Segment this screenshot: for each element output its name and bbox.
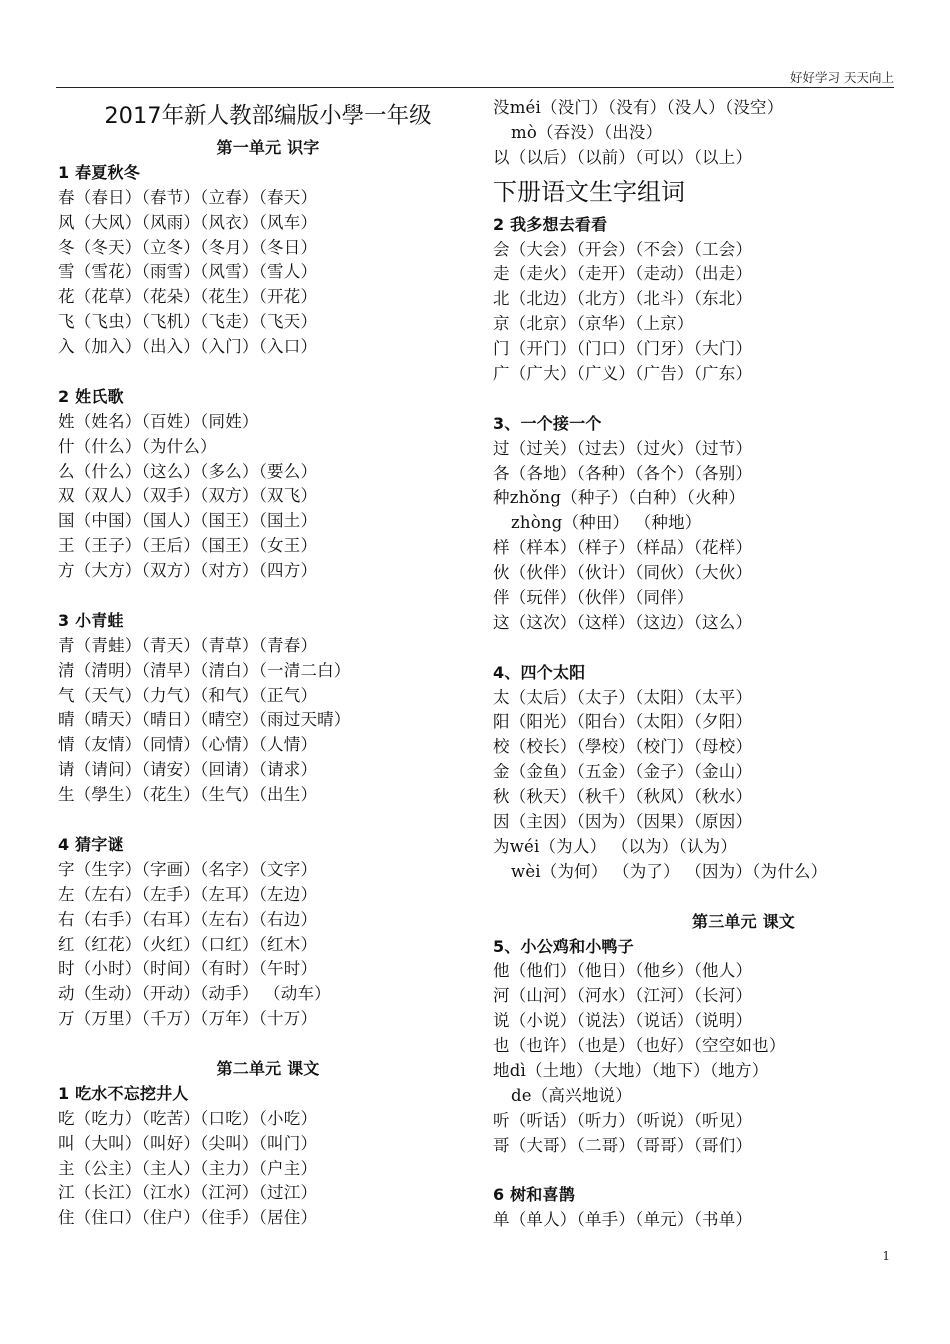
- unit1-title: 第一单元 识字: [216, 138, 320, 157]
- header-rule: [56, 87, 894, 88]
- word-line: 秋（秋天）（秋千）（秋风）（秋水）: [493, 787, 753, 807]
- word-line: 地dì（土地）（大地）（地下）（地方）: [493, 1060, 769, 1080]
- spacer: [493, 885, 913, 910]
- word-line: 广（广大）（广义）（广告）（广东）: [493, 364, 753, 384]
- word-line: 动（生动）（开动）（动手） （动车）: [58, 984, 331, 1004]
- word-line: 右（右手）（右耳）（左右）（右边）: [58, 909, 318, 929]
- word-line: 也（也许）（也是）（也好）（空空如也）: [493, 1036, 786, 1056]
- word-list: [493, 437, 913, 512]
- word-line: 冬（冬天）（立冬）（冬月）（冬日）: [58, 237, 318, 257]
- word-line: 飞（飞虫）（飞机）（飞走）（飞天）: [58, 312, 318, 332]
- left-column: [58, 96, 478, 1231]
- word-line: 因（主因）（因为）（因果）（原因）: [493, 812, 753, 832]
- lesson-title: 2 我多想去看看: [493, 214, 608, 234]
- spacer: [58, 360, 478, 385]
- word-line: 入（加入）（出入）（入门）（入口）: [58, 337, 318, 357]
- word-line: 雪（雪花）（雨雪）（风雪）（雪人）: [58, 262, 318, 282]
- word-line: 河（山河）（河水）（江河）（长河）: [493, 986, 753, 1006]
- word-line: 江（长江）（江水）（江河）（过江）: [58, 1183, 318, 1203]
- word-line: 字（生字）（字画）（名字）（文字）: [58, 859, 318, 879]
- word-line: 叫（大叫）（叫好）（尖叫）（叫门）: [58, 1133, 318, 1153]
- spacer: [493, 1159, 913, 1184]
- lesson-title: 6 树和喜鹊: [493, 1185, 575, 1205]
- word-list: [493, 686, 913, 860]
- word-line: 走（走火）（走开）（走动）（出走）: [493, 264, 753, 284]
- word-list: [58, 858, 478, 1032]
- word-line: 阳（阳光）（阳台）（太阳）（夕阳）: [493, 712, 753, 732]
- word-list: [58, 1107, 478, 1231]
- word-list: [493, 1208, 913, 1233]
- lesson-title: 3、一个接一个: [493, 413, 602, 433]
- spacer: [58, 1032, 478, 1057]
- word-line-indent: wèi（为何） （为了） （因为）（为什么）: [511, 861, 828, 881]
- word-line: 太（太后）（太子）（太阳）（太平）: [493, 687, 753, 707]
- word-list: [58, 186, 478, 360]
- page-number: 1: [882, 1249, 890, 1263]
- word-line: 时（小时）（时间）（有时）（午时）: [58, 959, 318, 979]
- word-line: 种zhǒng（种子）（白种）（火种）: [493, 488, 746, 508]
- word-line: 左（左右）（左手）（左耳）（左边）: [58, 884, 318, 904]
- word-list: [58, 410, 478, 584]
- unit2-title: 第二单元 课文: [216, 1058, 320, 1078]
- word-line: 他（他们）（他日）（他乡）（他人）: [493, 961, 753, 981]
- word-line: 京（北京）（京华）（上京）: [493, 314, 694, 334]
- header-motto: 好好学习 天天向上: [790, 70, 894, 85]
- word-line: 伙（伙伴）（伙计）（同伙）（大伙）: [493, 563, 753, 583]
- word-line: 过（过关）（过去）（过火）（过节）: [493, 438, 753, 458]
- lesson-title: 1 春夏秋冬: [58, 162, 140, 182]
- word-line: 风（大风）（风雨）（风衣）（风车）: [58, 212, 318, 232]
- word-line: 北（北边）（北方）（北斗）（东北）: [493, 289, 753, 309]
- word-list: [58, 634, 478, 808]
- word-line: 以（以后）（以前）（可以）（以上）: [493, 147, 753, 167]
- word-line: 方（大方）（双方）（对方）（四方）: [58, 561, 318, 581]
- word-line: 么（什么）（这么）（多么）（要么）: [58, 461, 318, 481]
- word-line: 住（住口）（住户）（住手）（居住）: [58, 1208, 318, 1228]
- lesson-title: 2 姓氏歌: [58, 386, 124, 406]
- word-line: 生（學生）（花生）（生气）（出生）: [58, 785, 318, 805]
- word-line: 为wéi（为人） （以为）（认为）: [493, 836, 738, 856]
- word-line-indent: mò（吞没）（出没）: [511, 122, 663, 142]
- word-line: 王（王子）（王后）（国王）（女王）: [58, 536, 318, 556]
- word-line: 气（天气）（力气）（和气）（正气）: [58, 685, 318, 705]
- lesson-title: 5、小公鸡和小鸭子: [493, 936, 634, 956]
- word-list: [493, 1109, 913, 1159]
- word-line-indent: de（高兴地说）: [511, 1085, 632, 1105]
- word-line-indent: zhòng（种田） （种地）: [511, 513, 702, 533]
- word-list: [493, 536, 913, 636]
- word-list: [493, 959, 913, 1083]
- word-line: 请（请问）（请安）（回请）（请求）: [58, 760, 318, 780]
- word-line: 金（金鱼）（五金）（金子）（金山）: [493, 762, 753, 782]
- word-line: 校（校长）（學校）（校门）（母校）: [493, 737, 753, 757]
- word-line: 听（听话）（听力）（听说）（听见）: [493, 1110, 753, 1130]
- word-line: 什（什么）（为什么）: [58, 436, 217, 456]
- word-line: 吃（吃力）（吃苦）（口吃）（小吃）: [58, 1108, 318, 1128]
- word-line: 样（样本）（样子）（样品）（花样）: [493, 538, 753, 558]
- word-line: 花（花草）（花朵）（花生）（开花）: [58, 287, 318, 307]
- word-line: 单（单人）（单手）（单元）（书单）: [493, 1210, 753, 1230]
- word-line: 清（清明）（清早）（清白）（一清二白）: [58, 660, 351, 680]
- word-line: 这（这次）（这样）（这边）（这么）: [493, 612, 753, 632]
- word-line: 万（万里）（千万）（万年）（十万）: [58, 1009, 318, 1029]
- word-line: 情（友情）（同情）（心情）（人情）: [58, 735, 318, 755]
- word-list: [493, 238, 913, 387]
- document-title: 2017年新人教部编版小學一年级: [104, 103, 432, 129]
- word-line: 青（青蛙）（青天）（青草）（青春）: [58, 635, 318, 655]
- lesson-title: 4、四个太阳: [493, 662, 586, 682]
- word-line: 哥（大哥）（二哥）（哥哥）（哥们）: [493, 1135, 753, 1155]
- spacer: [58, 808, 478, 833]
- word-line: 没méi（没门）（没有）（没人）（没空）: [493, 98, 784, 117]
- word-line: 国（中国）（国人）（国王）（国土）: [58, 511, 318, 531]
- word-line: 春（春日）（春节）（立春）（春天）: [58, 187, 318, 207]
- word-line: 伴（玩伴）（伙伴）（同伴）: [493, 588, 694, 608]
- word-line: 说（小说）（说法）（说话）（说明）: [493, 1011, 753, 1031]
- lesson-title: 4 猜字谜: [58, 834, 124, 854]
- spacer: [58, 584, 478, 609]
- lesson-title: 1 吃水不忘挖井人: [58, 1083, 189, 1103]
- word-line: 会（大会）（开会）（不会）（工会）: [493, 239, 753, 259]
- spacer: [493, 636, 913, 661]
- word-line: 主（公主）（主人）（主力）（户主）: [58, 1158, 318, 1178]
- right-column: [493, 96, 913, 1233]
- lesson-title: 3 小青蛙: [58, 610, 124, 630]
- unit3-title: 第三单元 课文: [692, 911, 795, 931]
- word-line: 姓（姓名）（百姓）（同姓）: [58, 411, 259, 431]
- word-line: 双（双人）（双手）（双方）（双飞）: [58, 486, 318, 506]
- word-line: 晴（晴天）（晴日）（晴空）（雨过天晴）: [58, 710, 351, 730]
- word-line: 各（各地）（各种）（各个）（各别）: [493, 463, 753, 483]
- section-title: 下册语文生字组词: [493, 177, 685, 206]
- word-line: 门（开门）（门口）（门牙）（大门）: [493, 339, 753, 359]
- spacer: [493, 387, 913, 412]
- word-line: 红（红花）（火红）（口红）（红木）: [58, 934, 318, 954]
